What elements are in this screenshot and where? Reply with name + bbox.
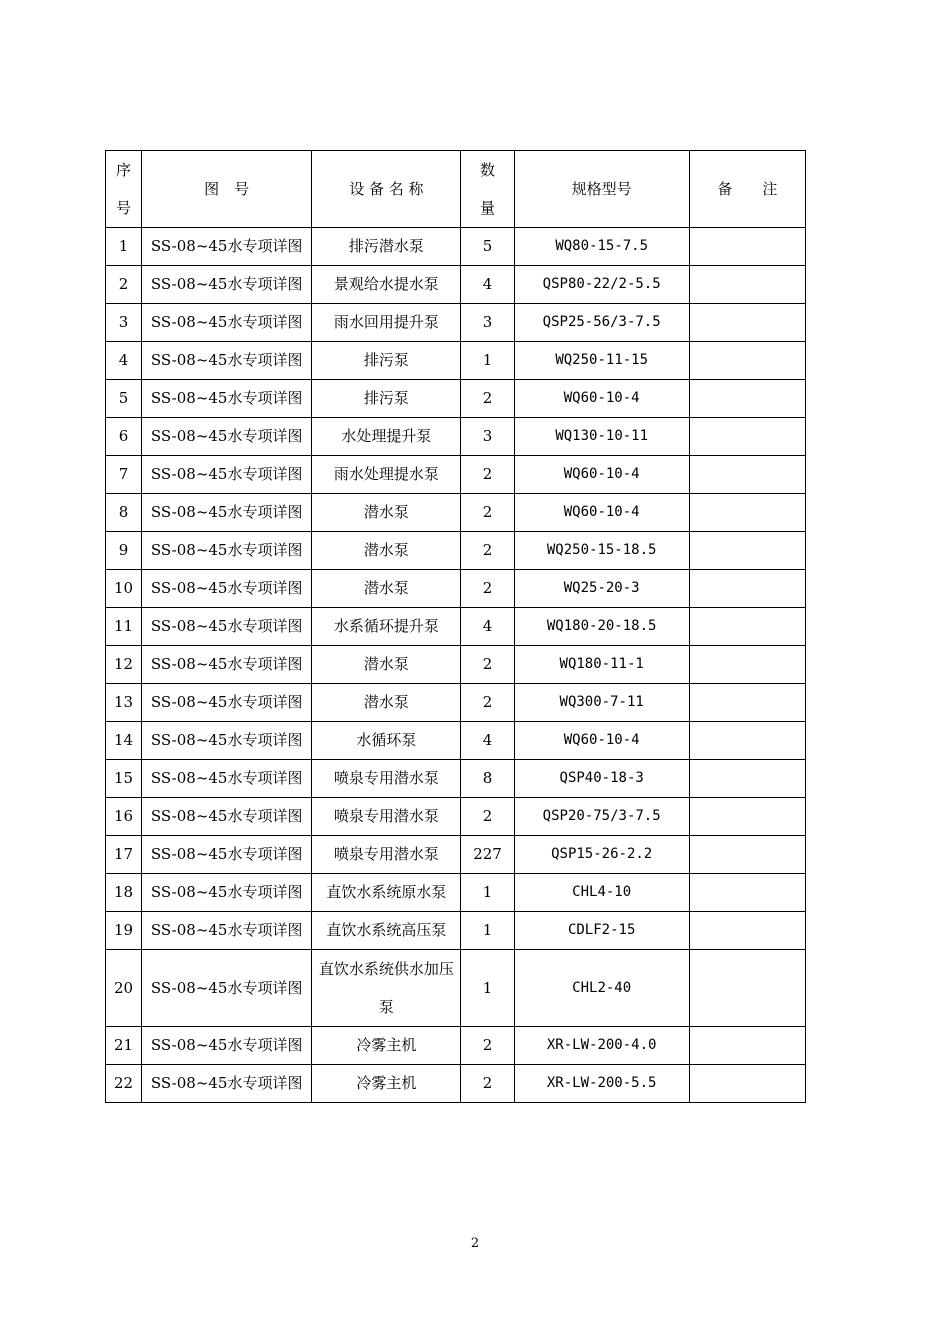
row-note <box>689 418 805 456</box>
row-seq: 15 <box>106 760 142 798</box>
row-qty: 8 <box>461 760 514 798</box>
row-name: 喷泉专用潜水泵 <box>312 836 461 874</box>
row-drawing: SS-08~45水专项详图 <box>142 342 312 380</box>
header-qty-text: 数量 <box>480 161 496 217</box>
row-note <box>689 874 805 912</box>
row-note <box>689 646 805 684</box>
table-row <box>106 912 806 950</box>
row-name: 潜水泵 <box>312 646 461 684</box>
row-name: 冷雾主机 <box>312 1065 461 1103</box>
header-note: 备 注 <box>689 151 805 228</box>
row-note <box>689 494 805 532</box>
row-spec: CHL2-40 <box>514 950 689 1027</box>
row-qty: 1 <box>461 342 514 380</box>
row-name: 排污潜水泵 <box>312 228 461 266</box>
row-qty: 1 <box>461 912 514 950</box>
row-seq: 22 <box>106 1065 142 1103</box>
table-header-row <box>106 151 806 228</box>
row-note <box>689 684 805 722</box>
row-drawing: SS-08~45水专项详图 <box>142 912 312 950</box>
row-seq: 10 <box>106 570 142 608</box>
table-row <box>106 304 806 342</box>
row-seq: 6 <box>106 418 142 456</box>
row-spec: QSP15-26-2.2 <box>514 836 689 874</box>
table-row <box>106 342 806 380</box>
row-seq: 13 <box>106 684 142 722</box>
row-qty: 4 <box>461 266 514 304</box>
row-name: 水循环泵 <box>312 722 461 760</box>
row-note <box>689 456 805 494</box>
row-drawing: SS-08~45水专项详图 <box>142 304 312 342</box>
equipment-table <box>105 150 806 1103</box>
row-seq: 2 <box>106 266 142 304</box>
row-qty: 1 <box>461 874 514 912</box>
row-seq: 8 <box>106 494 142 532</box>
table-row <box>106 380 806 418</box>
row-qty: 2 <box>461 798 514 836</box>
row-seq: 20 <box>106 950 142 1027</box>
row-spec: WQ60-10-4 <box>514 380 689 418</box>
header-name: 设 备 名 称 <box>312 151 461 228</box>
header-seq <box>106 151 142 228</box>
row-note <box>689 760 805 798</box>
row-spec: XR-LW-200-5.5 <box>514 1065 689 1103</box>
row-qty: 2 <box>461 684 514 722</box>
row-drawing: SS-08~45水专项详图 <box>142 418 312 456</box>
row-spec: QSP20-75/3-7.5 <box>514 798 689 836</box>
row-spec: WQ300-7-11 <box>514 684 689 722</box>
row-spec: CDLF2-15 <box>514 912 689 950</box>
row-spec: QSP40-18-3 <box>514 760 689 798</box>
row-note <box>689 1065 805 1103</box>
row-seq: 21 <box>106 1027 142 1065</box>
table-row <box>106 950 806 1027</box>
header-spec: 规格型号 <box>514 151 689 228</box>
row-spec: QSP80-22/2-5.5 <box>514 266 689 304</box>
row-seq: 1 <box>106 228 142 266</box>
row-seq: 3 <box>106 304 142 342</box>
row-note <box>689 304 805 342</box>
row-spec: CHL4-10 <box>514 874 689 912</box>
row-spec: WQ25-20-3 <box>514 570 689 608</box>
row-qty: 2 <box>461 570 514 608</box>
row-name: 喷泉专用潜水泵 <box>312 798 461 836</box>
table-row <box>106 760 806 798</box>
row-note <box>689 1027 805 1065</box>
row-drawing: SS-08~45水专项详图 <box>142 1065 312 1103</box>
row-qty: 4 <box>461 608 514 646</box>
row-name: 景观给水提水泵 <box>312 266 461 304</box>
row-seq: 5 <box>106 380 142 418</box>
row-spec: QSP25-56/3-7.5 <box>514 304 689 342</box>
row-qty: 3 <box>461 304 514 342</box>
row-seq: 11 <box>106 608 142 646</box>
row-name: 雨水回用提升泵 <box>312 304 461 342</box>
row-drawing: SS-08~45水专项详图 <box>142 684 312 722</box>
row-note <box>689 722 805 760</box>
row-spec: WQ60-10-4 <box>514 456 689 494</box>
row-drawing: SS-08~45水专项详图 <box>142 950 312 1027</box>
row-drawing: SS-08~45水专项详图 <box>142 494 312 532</box>
row-name: 喷泉专用潜水泵 <box>312 760 461 798</box>
row-name: 直饮水系统高压泵 <box>312 912 461 950</box>
row-seq: 16 <box>106 798 142 836</box>
row-note <box>689 228 805 266</box>
row-qty: 2 <box>461 494 514 532</box>
page-number: 2 <box>470 1236 480 1251</box>
row-name: 水系循环提升泵 <box>312 608 461 646</box>
equipment-list-sheet <box>105 150 806 1103</box>
table-row <box>106 1065 806 1103</box>
row-qty: 4 <box>461 722 514 760</box>
table-row <box>106 494 806 532</box>
row-spec: WQ250-15-18.5 <box>514 532 689 570</box>
row-spec: XR-LW-200-4.0 <box>514 1027 689 1065</box>
row-note <box>689 532 805 570</box>
row-spec: WQ250-11-15 <box>514 342 689 380</box>
row-drawing: SS-08~45水专项详图 <box>142 874 312 912</box>
row-qty: 2 <box>461 532 514 570</box>
row-name: 水处理提升泵 <box>312 418 461 456</box>
row-drawing: SS-08~45水专项详图 <box>142 646 312 684</box>
table-row <box>106 646 806 684</box>
row-spec: WQ180-20-18.5 <box>514 608 689 646</box>
row-seq: 12 <box>106 646 142 684</box>
row-drawing: SS-08~45水专项详图 <box>142 760 312 798</box>
row-qty: 5 <box>461 228 514 266</box>
row-seq: 17 <box>106 836 142 874</box>
row-drawing: SS-08~45水专项详图 <box>142 836 312 874</box>
table-row <box>106 532 806 570</box>
table-row <box>106 456 806 494</box>
row-note <box>689 266 805 304</box>
table-row <box>106 874 806 912</box>
row-qty: 2 <box>461 1027 514 1065</box>
row-note <box>689 342 805 380</box>
row-drawing: SS-08~45水专项详图 <box>142 532 312 570</box>
row-name: 冷雾主机 <box>312 1027 461 1065</box>
row-qty: 2 <box>461 1065 514 1103</box>
header-qty <box>461 151 514 228</box>
row-spec: WQ60-10-4 <box>514 722 689 760</box>
row-drawing: SS-08~45水专项详图 <box>142 266 312 304</box>
row-spec: WQ60-10-4 <box>514 494 689 532</box>
row-qty: 2 <box>461 456 514 494</box>
row-seq: 18 <box>106 874 142 912</box>
row-seq: 9 <box>106 532 142 570</box>
table-body <box>106 228 806 1103</box>
row-seq: 4 <box>106 342 142 380</box>
row-name: 雨水处理提水泵 <box>312 456 461 494</box>
row-name: 排污泵 <box>312 342 461 380</box>
table-row <box>106 228 806 266</box>
table-row <box>106 798 806 836</box>
row-qty: 227 <box>461 836 514 874</box>
row-drawing: SS-08~45水专项详图 <box>142 380 312 418</box>
table-row <box>106 608 806 646</box>
table-row <box>106 836 806 874</box>
row-spec: WQ180-11-1 <box>514 646 689 684</box>
row-drawing: SS-08~45水专项详图 <box>142 798 312 836</box>
table-row <box>106 418 806 456</box>
row-name: 排污泵 <box>312 380 461 418</box>
row-name: 潜水泵 <box>312 532 461 570</box>
row-drawing: SS-08~45水专项详图 <box>142 570 312 608</box>
row-name: 潜水泵 <box>312 494 461 532</box>
row-name: 潜水泵 <box>312 684 461 722</box>
table-row <box>106 722 806 760</box>
row-qty: 3 <box>461 418 514 456</box>
row-note <box>689 912 805 950</box>
row-seq: 19 <box>106 912 142 950</box>
header-seq-text: 序号 <box>116 161 132 217</box>
row-drawing: SS-08~45水专项详图 <box>142 456 312 494</box>
row-seq: 7 <box>106 456 142 494</box>
row-drawing: SS-08~45水专项详图 <box>142 722 312 760</box>
row-qty: 1 <box>461 950 514 1027</box>
row-name: 直饮水系统供水加压泵 <box>312 950 461 1027</box>
row-note <box>689 798 805 836</box>
row-name: 直饮水系统原水泵 <box>312 874 461 912</box>
row-note <box>689 570 805 608</box>
table-row <box>106 684 806 722</box>
row-note <box>689 950 805 1027</box>
row-note <box>689 608 805 646</box>
row-drawing: SS-08~45水专项详图 <box>142 1027 312 1065</box>
row-note <box>689 836 805 874</box>
table-row <box>106 266 806 304</box>
row-qty: 2 <box>461 380 514 418</box>
row-drawing: SS-08~45水专项详图 <box>142 608 312 646</box>
row-drawing: SS-08~45水专项详图 <box>142 228 312 266</box>
row-name: 潜水泵 <box>312 570 461 608</box>
row-spec: WQ130-10-11 <box>514 418 689 456</box>
row-seq: 14 <box>106 722 142 760</box>
header-drawing: 图 号 <box>142 151 312 228</box>
row-spec: WQ80-15-7.5 <box>514 228 689 266</box>
row-note <box>689 380 805 418</box>
table-row <box>106 1027 806 1065</box>
row-qty: 2 <box>461 646 514 684</box>
table-row <box>106 570 806 608</box>
